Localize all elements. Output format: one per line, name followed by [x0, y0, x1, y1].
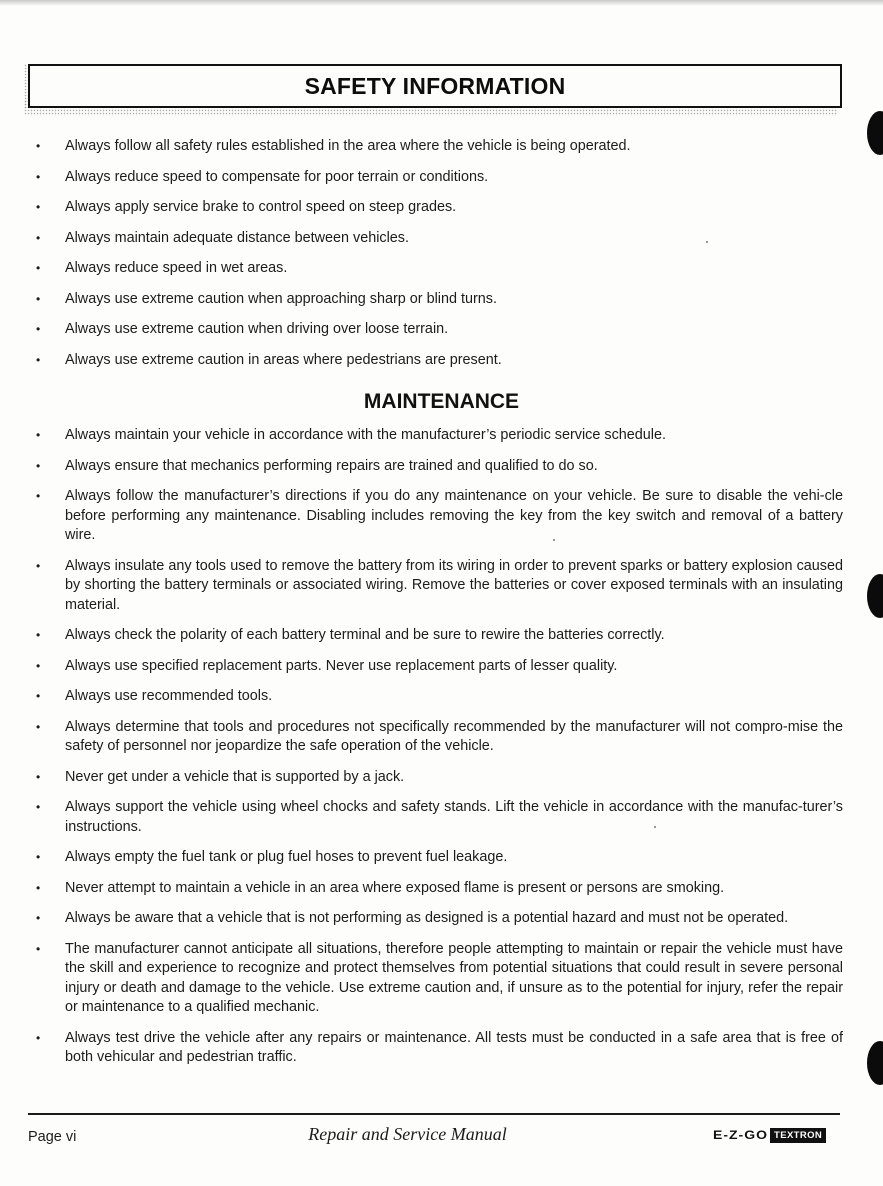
bullet-icon: • — [36, 658, 41, 673]
bullet-icon: • — [36, 139, 41, 153]
list-item: • Always reduce speed to compensate for poor terrain or conditions. — [0, 168, 883, 199]
scan-speck — [654, 826, 656, 828]
bullet-icon: • — [36, 200, 41, 214]
scan-speck — [706, 241, 708, 243]
list-item: • The manufacturer cannot anticipate all situations, therefore people attempting to maintain or repair the vehicle must have the skill and experience to recognize and protect themselves from potential situations that could result in severe personal injury or death and damage to the vehicle. Use extreme caution and, if unsure as to the potential for injury, refer the repair or maintenance to a qualified mechanic. — [36, 940, 843, 1015]
bullet-icon: • — [36, 628, 41, 642]
list-item: • Always insulate any tools used to remove the battery from its wiring in order to prevent sparks or battery explosion caused by shorting the battery terminals or associated wiring. Remove the batteries or cover exposed terminals with an insulating material. — [36, 557, 843, 613]
list-item: • Always empty the fuel tank or plug fuel hoses to prevent fuel leakage. — [0, 848, 883, 868]
scan-edge-shadow — [0, 0, 883, 6]
bullet-icon: • — [36, 911, 41, 925]
scan-speck — [553, 539, 555, 541]
list-item: • Always follow the manufacturer’s directions if you do any maintenance on your vehicle. Be sure to disable the vehi-cle before performing any maintenance. Disabling includes removing the key from the key switch and removal of a battery wire. — [36, 488, 843, 543]
bullet-icon: • — [36, 850, 41, 864]
list-item: • Always support the vehicle using wheel chocks and safety stands. Lift the vehicle in accordance with the manufac-turer’s instructions. — [36, 799, 843, 835]
bullet-icon: • — [36, 800, 41, 814]
bullet-icon: • — [36, 769, 41, 784]
list-item: • Always follow all safety rules established in the area where the vehicle is being operated. — [0, 137, 883, 168]
title-box — [28, 64, 842, 108]
bullet-icon: • — [36, 291, 41, 306]
list-item: • Always use extreme caution in areas where pedestrians are present. — [0, 351, 883, 382]
bullet-icon: • — [36, 261, 41, 275]
bullet-icon: • — [36, 322, 41, 336]
bullet-icon: • — [36, 230, 41, 245]
bullet-icon: • — [36, 719, 41, 734]
brand-logo — [713, 1127, 826, 1143]
list-item: • Always test drive the vehicle after any repairs or maintenance. All tests must be conducted in a safe area that is free of both vehicular and pedestrian traffic. — [36, 1029, 843, 1065]
ezgo-logo-text: E-Z-GO — [713, 1128, 768, 1142]
list-item: • Always apply service brake to control speed on steep grades. — [0, 198, 883, 229]
maintenance-list — [0, 426, 883, 1079]
list-item: • Never get under a vehicle that is supported by a jack. — [0, 768, 883, 788]
bullet-icon: • — [36, 169, 41, 184]
list-item: • Always check the polarity of each battery terminal and be sure to rewire the batteries correctly. — [0, 626, 883, 646]
list-item: • Always be aware that a vehicle that is not performing as designed is a potential hazard and must not be operated. — [0, 909, 883, 929]
list-item: • Always reduce speed in wet areas. — [0, 259, 883, 290]
list-item: • Always use recommended tools. — [0, 687, 883, 707]
safety-list — [0, 137, 883, 381]
bullet-icon: • — [36, 558, 41, 573]
page-number: Page vi — [28, 1129, 77, 1145]
bullet-icon: • — [36, 428, 41, 442]
manual-title: Repair and Service Manual — [308, 1124, 507, 1144]
list-item: • Never attempt to maintain a vehicle in an area where exposed flame is present or persons are smoking. — [0, 879, 883, 899]
footer-rule — [28, 1113, 840, 1115]
list-item: • Always maintain your vehicle in accordance with the manufacturer’s periodic service schedule. — [0, 426, 883, 446]
maintenance-heading: MAINTENANCE — [363, 390, 520, 413]
list-item: • Always use specified replacement parts. Never use replacement parts of lesser quality. — [0, 657, 883, 677]
bullet-icon: • — [36, 489, 41, 503]
list-item: • Always use extreme caution when approaching sharp or blind turns. — [0, 290, 883, 321]
bullet-icon: • — [36, 458, 41, 473]
list-item: • Always ensure that mechanics performing repairs are trained and qualified to do so. — [0, 457, 883, 477]
bullet-icon: • — [36, 689, 41, 703]
bullet-icon: • — [36, 352, 41, 367]
bullet-icon: • — [36, 1030, 41, 1045]
textron-logo-text: TEXTRON — [770, 1128, 826, 1143]
list-item: • Always use extreme caution when driving over loose terrain. — [0, 320, 883, 351]
page-title: SAFETY INFORMATION — [304, 72, 566, 99]
bullet-icon: • — [36, 941, 41, 956]
list-item: • Always maintain adequate distance between vehicles. — [0, 229, 883, 260]
bullet-icon: • — [36, 880, 41, 895]
list-item: • Always determine that tools and procedures not specifically recommended by the manufacturer will not compro-mise the safety of personnel nor jeopardize the safe operation of the vehicle. — [36, 718, 843, 754]
